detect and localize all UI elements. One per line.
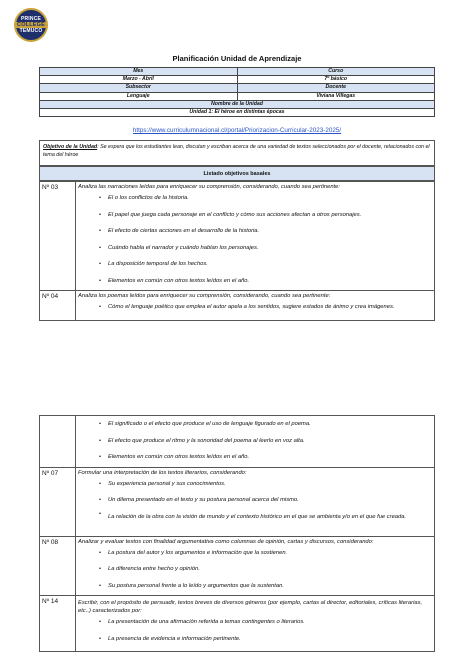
list-item: • El efecto de ciertas acciones en el desarrollo de la historia. (78, 224, 432, 241)
objectives-table-1 (39, 181, 435, 321)
subsector-label: Subsector (40, 84, 238, 92)
list-item: • El o los conflictos de la historia. (78, 191, 432, 208)
table-row (40, 182, 435, 291)
curso-label: Curso (237, 68, 435, 76)
mes-value: Marzo - Abril (40, 76, 238, 84)
objective-number: Nº 04 (40, 291, 76, 321)
objetivo-label: Objetivo de la Unidad (43, 144, 98, 150)
subsector-value: Lenguaje (40, 92, 238, 100)
objective-intro: Analizar y evaluar textos con finalidad argumentativa como columnas de opinión, cartas y discursos, considerando: (78, 538, 374, 545)
list-item: • La postura del autor y los argumentos e información que la sostienen. (78, 546, 432, 563)
list-item: • La disposición temporal de los hechos. (78, 257, 432, 274)
list-item: • Elementos en común con otros textos leídos en el año. (78, 450, 432, 467)
mes-label: Mes (40, 68, 238, 76)
list-item: • La presentación de una afirmación referida a temas contingentes o literarios. (78, 615, 432, 632)
curriculum-link[interactable]: https://www.curriculumnacional.cl/portal/Priorizacion-Curricular-2023-2025/ (132, 127, 342, 134)
objective-content (76, 182, 435, 291)
list-item: • La relación de la obra con la visión de mundo y el contexto histórico en el que se ambienta y/o en el que fue creada. (78, 510, 432, 536)
table-row (40, 596, 435, 652)
list-item: • El papel que juega cada personaje en el conflicto y cómo sus acciones afectan a otros personajes. (78, 208, 432, 225)
objective-number: Nº 07 (40, 467, 76, 536)
table-row (40, 536, 435, 596)
nombre-unidad-value: Unidad 1: El héroe en distintas épocas (40, 108, 435, 116)
objetivo-box (39, 140, 435, 166)
table-row (40, 467, 435, 536)
list-item: • Cuándo habla el narrador y cuándo hablan los personajes. (78, 241, 432, 258)
objective-number: Nº 03 (40, 182, 76, 291)
logo-text-top: PRINCE (20, 16, 42, 22)
nombre-unidad-label: Nombre de la Unidad (40, 100, 435, 108)
list-item: • La diferencia entre hecho y opinión. (78, 562, 432, 579)
objective-number-empty (40, 416, 76, 468)
info-table (39, 67, 435, 117)
logo-text-middle: COLLEGE (17, 22, 45, 28)
list-item: • Elementos en común con otros textos leídos en el año. (78, 274, 432, 291)
list-item: • Su experiencia personal y sus conocimientos. (78, 477, 432, 494)
objective-intro: Escribir, con el propósito de persuadir, textos breves de diversos géneros (por ejemplo, cartas al director, editoriales, críticas literarias, etc..) caracterizados por: (78, 600, 423, 614)
table-row (40, 416, 435, 468)
objective-content (76, 291, 435, 321)
list-item: • Su postura personal frente a lo leído y argumentos que la sustentan. (78, 579, 432, 596)
docente-value: Viviana Villegas (237, 92, 435, 100)
list-item: • La presencia de evidencia e información pertinente. (78, 632, 432, 649)
objective-intro: Formular una interpretación de los textos literarios, considerando: (78, 469, 247, 476)
logo-text-bottom: TEMUCO (19, 28, 43, 34)
docente-label: Docente (237, 84, 435, 92)
school-logo (14, 8, 48, 42)
objectives-table-2 (39, 415, 435, 652)
list-item: • Cómo el lenguaje poético que emplea el autor apela a los sentidos, sugiere estados de ánimo y crea imágenes. (78, 300, 432, 317)
curso-value: 7º básico (237, 76, 435, 84)
page-title: Planificación Unidad de Aprendizaje (172, 54, 302, 63)
objective-intro: Analiza los poemas leídos para enriquecer su comprensión, considerando, cuando sea pertinente: (78, 293, 331, 299)
listado-objetivos-header: Listado objetivos basales (39, 166, 435, 181)
objective-content (76, 467, 435, 536)
list-item: • Un dilema presentado en el texto y su postura personal acerca del mismo. (78, 493, 432, 510)
objective-intro: Analiza las narraciones leídas para enriquecer su comprensión, considerando, cuando sea pertinente: (78, 184, 340, 190)
objective-number: Nº 14 (40, 596, 76, 652)
list-item: • El efecto que produce el ritmo y la sonoridad del poema al leerlo en voz alta. (78, 434, 432, 451)
table-row (40, 291, 435, 321)
objective-number: Nº 08 (40, 536, 76, 596)
objective-content (76, 416, 435, 468)
list-item: • El significado o el efecto que produce el uso de lenguaje figurado en el poema. (78, 417, 432, 434)
objective-content (76, 596, 435, 652)
objetivo-text: : Se espera que los estudiantes lean, discutan y escriban acerca de una variedad de textos seleccionados por el docente, relacionados con el tema del héroe (43, 144, 430, 158)
objective-content (76, 536, 435, 596)
